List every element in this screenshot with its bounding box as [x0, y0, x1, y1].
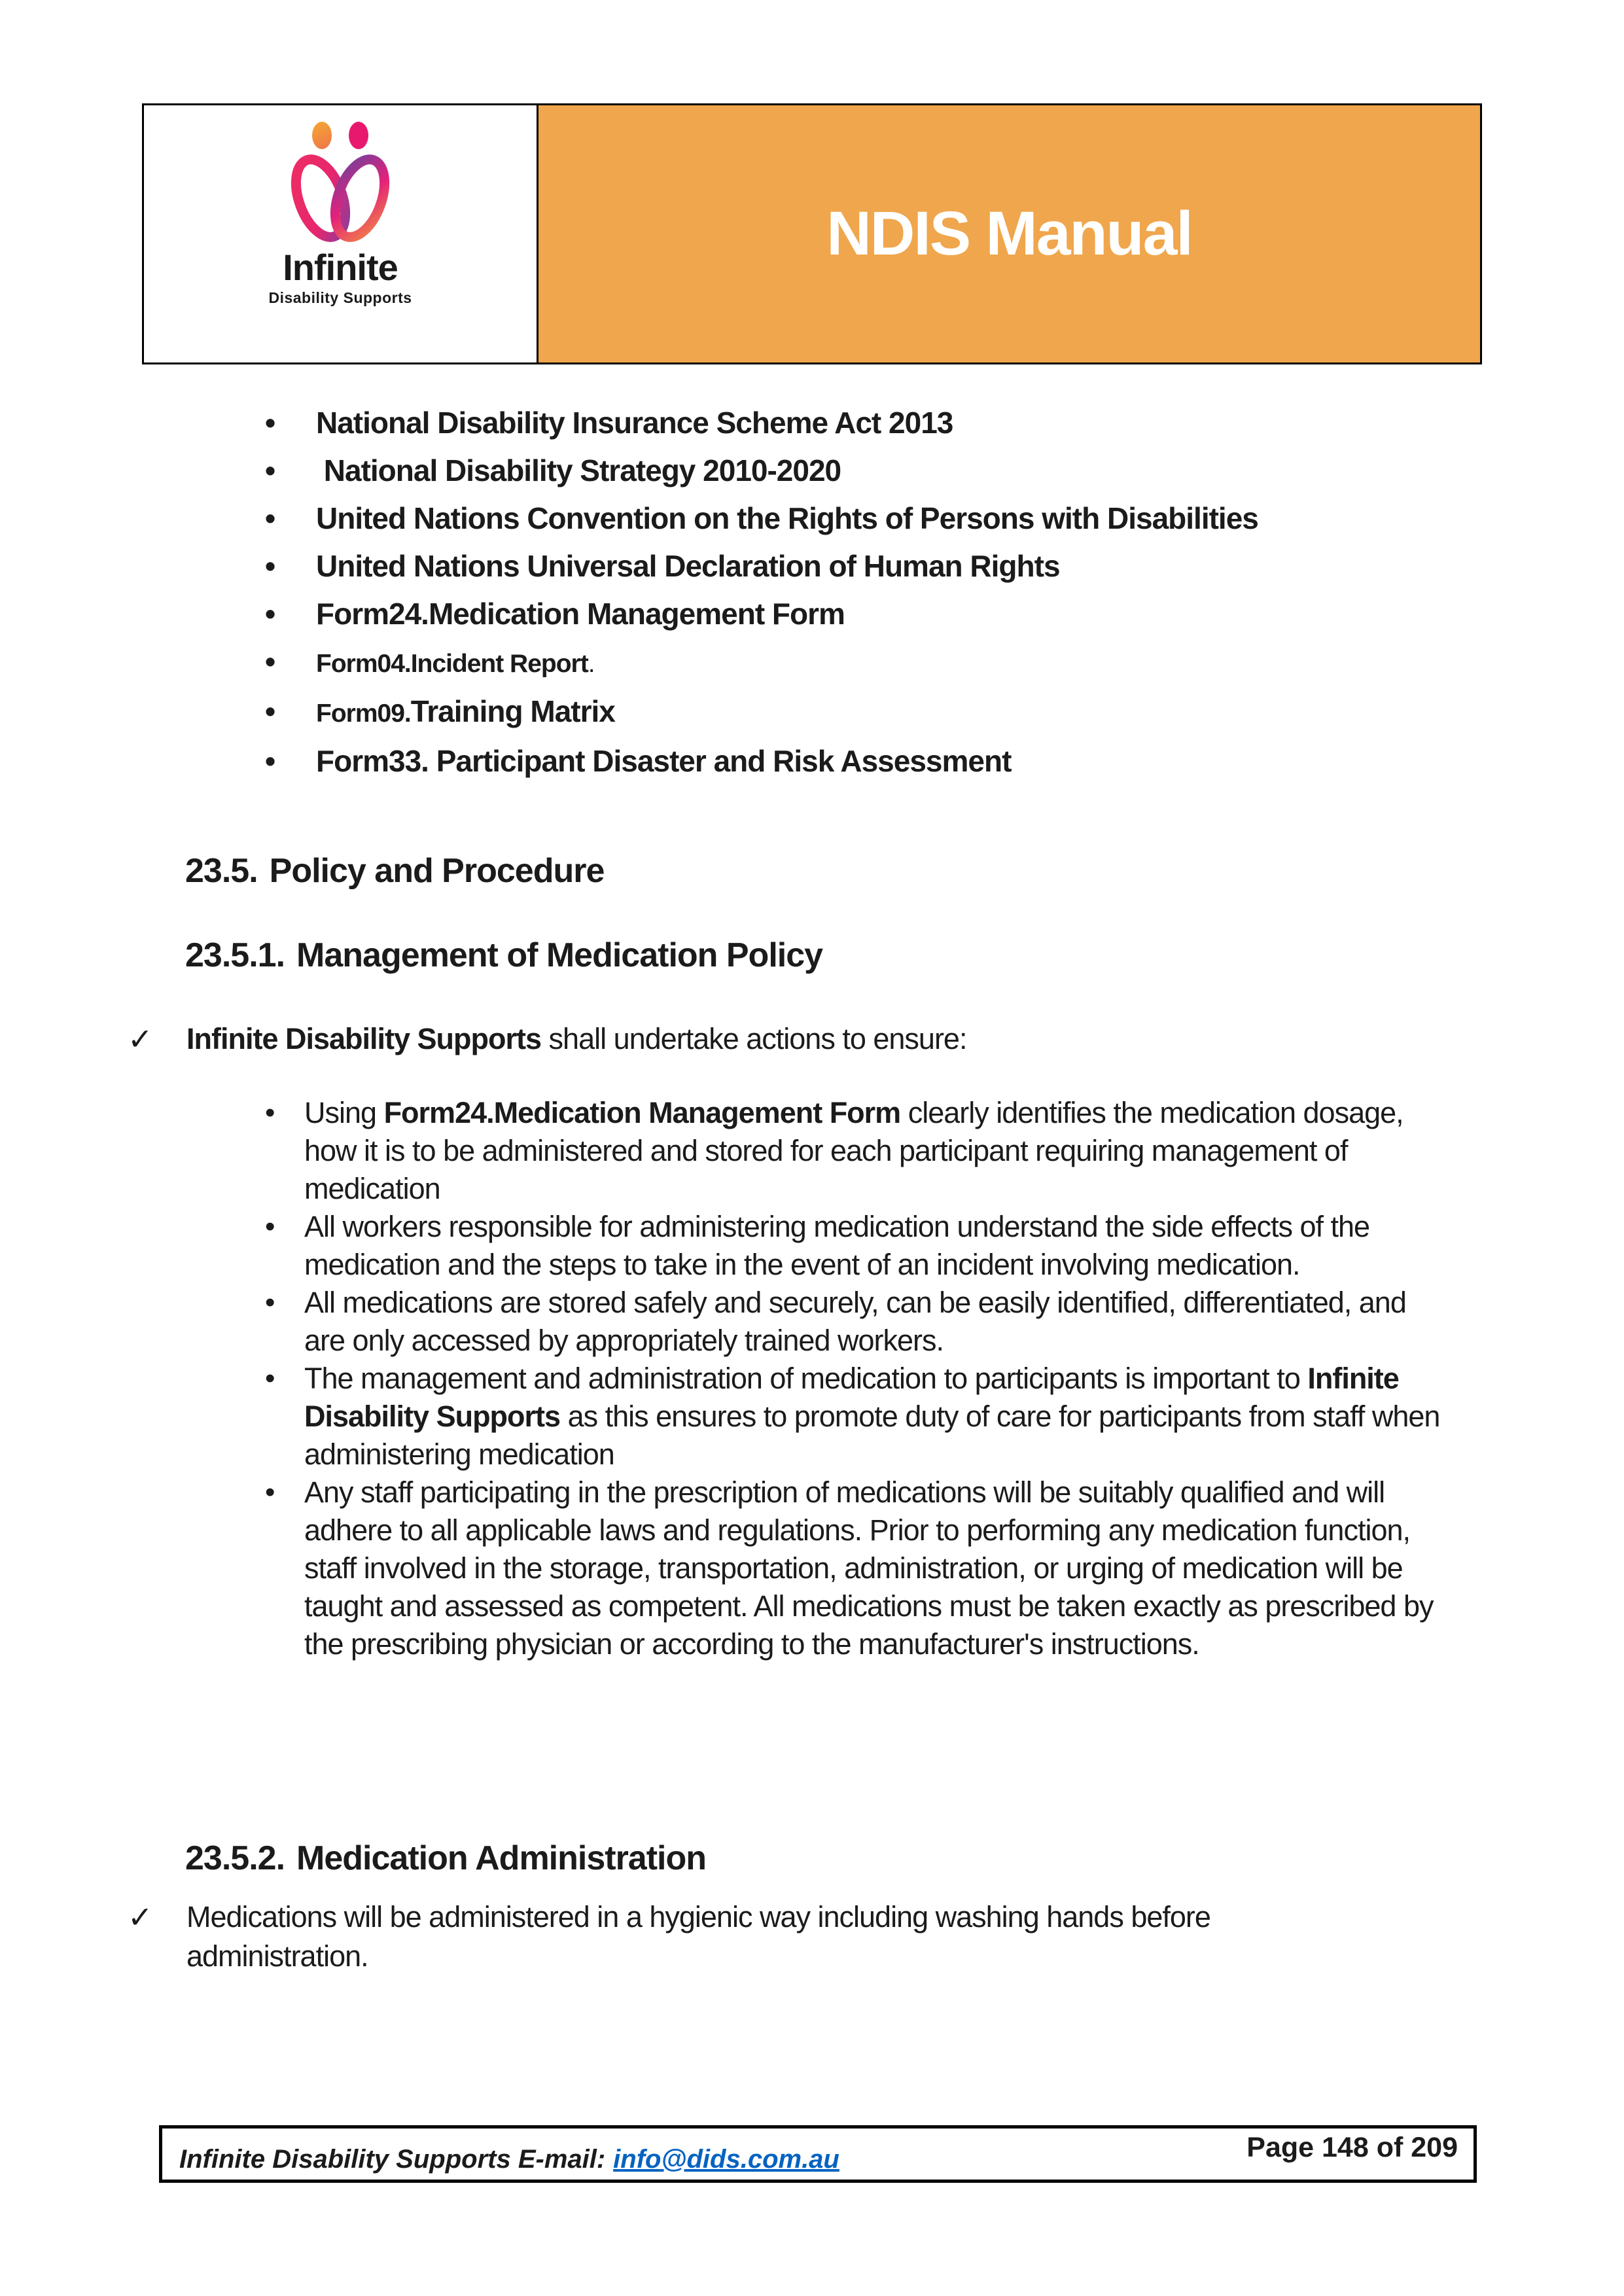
admin-note-text: [186, 1898, 1299, 1976]
text-run: Medications will be administered in a hygienic way including washing hands before administration.: [186, 1900, 1210, 1973]
policy-bullet-item: [304, 1208, 1449, 1284]
text-run: United Nations Convention on the Rights of Persons with Disabilities: [316, 501, 1258, 535]
logo-section: [144, 105, 537, 362]
text-run: Form24.Medication Management Form: [316, 597, 845, 631]
text-run: .: [588, 650, 595, 678]
logo-name: Infinite: [283, 247, 398, 288]
text-run: clearly identifies the medication dosage, how it is to be administered and stored for each participant requiring management of medication: [304, 1096, 1403, 1205]
text-run: Infinite Disability Supports: [304, 1362, 1399, 1433]
section-heading-management-of-medication-policy: [185, 937, 822, 974]
reference-list-item: [316, 737, 1468, 785]
policy-bullet-item: [304, 1360, 1449, 1474]
text-run: Infinite Disability Supports: [186, 1022, 542, 1055]
reference-list: [316, 399, 1468, 785]
reference-list-item: [316, 399, 1468, 447]
text-run: as this ensures to promote duty of care for participants from staff when administering medication: [304, 1400, 1440, 1471]
text-run: United Nations Universal Declaration of Human Rights: [316, 549, 1060, 583]
document-title: NDIS Manual: [826, 199, 1192, 268]
footer-email-link[interactable]: info@dids.com.au: [613, 2145, 839, 2174]
footer-contact-line: [179, 2145, 839, 2174]
page-number: Page 148 of 209: [1246, 2132, 1458, 2163]
section-title: Management of Medication Policy: [296, 936, 823, 974]
text-run: Using: [304, 1096, 384, 1129]
reference-list-item: [316, 447, 1468, 495]
reference-list-item: [316, 638, 1468, 688]
footer-email-label: Infinite Disability Supports E-mail:: [179, 2145, 606, 2174]
section-heading-policy-and-procedure: [185, 853, 604, 890]
infinite-logo-icon: [272, 118, 409, 249]
ensure-statement-row: [128, 1019, 1299, 1059]
ensure-statement-text: [186, 1019, 1299, 1059]
text-run: All medications are stored safely and securely, can be easily identified, differentiated, and are only accessed by appropriately trained workers.: [304, 1286, 1406, 1357]
logo-loop-right: [326, 152, 394, 243]
logo-head-left: [312, 122, 332, 149]
text-run: Form33. Participant Disaster and Risk Assessment: [316, 744, 1012, 778]
text-run: Form04.Incident Report: [316, 650, 588, 678]
policy-bullet-item: [304, 1094, 1449, 1208]
section-title: Policy and Procedure: [269, 852, 605, 890]
checkmark-icon: ✓: [128, 1021, 153, 1057]
text-run: shall undertake actions to ensure:: [541, 1022, 967, 1055]
text-run: Form09.: [316, 699, 411, 728]
text-run: Any staff participating in the prescription of medications will be suitably qualified and will adhere to all applicable laws and regulations. Prior to performing any medication function, staff involved in the storage, transportation, administration, or urging of medication will be taught and assessed as competent. All medications must be taken exactly as prescribed by the prescribing physician or according to the manufacturer's instructions.: [304, 1475, 1434, 1661]
title-banner: [537, 105, 1480, 362]
section-number: 23.5.2.: [185, 1839, 285, 1877]
section-heading-medication-administration: [185, 1840, 706, 1877]
logo-tagline: Disability Supports: [268, 289, 412, 306]
checkmark-icon: ✓: [128, 1899, 153, 1935]
text-run: National Disability Insurance Scheme Act 2013: [316, 406, 953, 440]
text-run: Form24.Medication Management Form: [383, 1096, 901, 1129]
section-number: 23.5.: [185, 852, 258, 890]
text-run: National Disability Strategy 2010-2020: [316, 453, 841, 487]
reference-list-item: [316, 590, 1468, 638]
text-run: The management and administration of medication to participants is important to: [304, 1362, 1308, 1395]
reference-list-item: [316, 495, 1468, 542]
reference-list-item: [316, 542, 1468, 590]
text-run: Training Matrix: [410, 694, 615, 728]
text-run: All workers responsible for administering medication understand the side effects of the medication and the steps to take in the event of an incident involving medication.: [304, 1210, 1370, 1281]
policy-bullet-item: [304, 1474, 1449, 1663]
admin-note-row: [128, 1898, 1299, 1976]
section-title: Medication Administration: [296, 1839, 707, 1877]
logo-head-right: [349, 122, 368, 149]
page-header: [142, 103, 1482, 364]
policy-bullet-item: [304, 1284, 1449, 1360]
reference-list-item: [316, 688, 1468, 737]
section-number: 23.5.1.: [185, 936, 285, 974]
policy-bullet-list: [304, 1094, 1449, 1663]
page-footer: [159, 2125, 1477, 2183]
